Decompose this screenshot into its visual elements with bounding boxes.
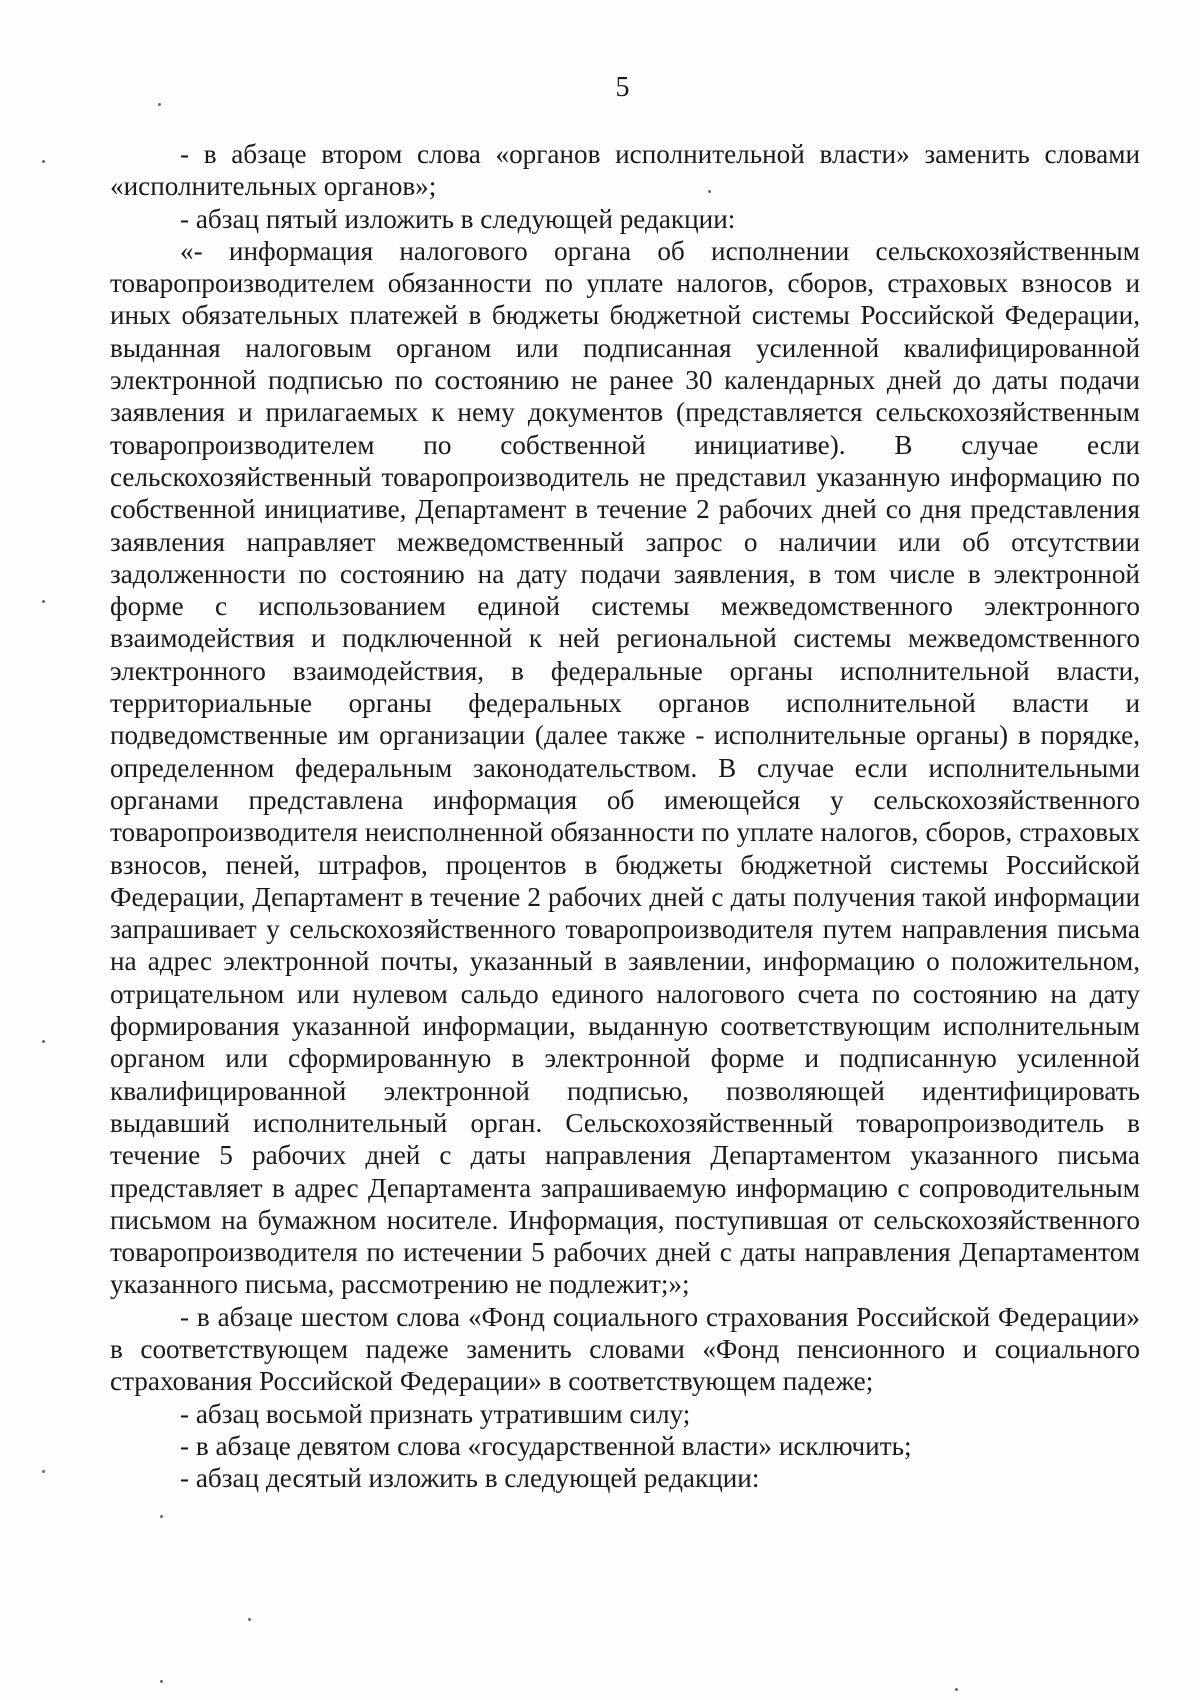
- paragraph-amend-abzac-6: - в абзаце шестом слова «Фонд социального страхования Российской Федерации» в соответствующем падеже заменить словами «Фонд пенсионного и социального страхования Российской Федерации» в соответствующем падеже;: [110, 1301, 1140, 1397]
- scan-speck: [160, 1515, 163, 1518]
- scan-speck: [42, 600, 45, 603]
- scan-speck: [42, 160, 45, 163]
- document-body: [110, 138, 1140, 1494]
- paragraph-abzac-10-intro: - абзац десятый изложить в следующей редакции:: [180, 1463, 760, 1494]
- scan-speck: [160, 1680, 163, 1683]
- scan-speck: [42, 1470, 45, 1473]
- scan-speck: [42, 1040, 45, 1043]
- paragraph-amend-abzac-2: - в абзаце втором слова «органов исполнительной власти» заменить словами «исполнительных органов»;: [110, 139, 1140, 202]
- scan-speck: [158, 103, 161, 106]
- paragraph-abzac-5-new-text: «- информация налогового органа об исполнении сельскохозяйственным товаропроизводителем обязанности по уплате налогов, сборов, страховых взносов и иных обязательных платежей в бюджеты бюджетной системы Российской Федерации, выданная налоговым органом или подписанная усиленной квалифицированной электронной подписью по состоянию не ранее 30 календарных дней до даты подачи заявления и прилагаемых к нему документов (представляется сельскохозяйственным товаропроизводителем по собственной инициативе). В случае если сельскохозяйственный товаропроизводитель не представил указанную информацию по собственной инициативе, Департамент в течение 2 рабочих дней со дня представления заявления направляет межведомственный запрос о наличии или об отсутствии задолженности по состоянию на дату подачи заявления, в том числе в электронной форме с использованием единой системы межведомственного электронного взаимодействия и подключенной к ней региональной системы межведомственного электронного взаимодействия, в федеральные органы исполнительной власти, территориальные органы федеральных органов исполнительной власти и подведомственные им организации (далее также - исполнительные органы) в порядке, определенном федеральным законодательством. В случае если исполнительными органами представлена информация об имеющейся у сельскохозяйственного товаропроизводителя неисполненной обязанности по уплате налогов, сборов, страховых взносов, пеней, штрафов, процентов в бюджеты бюджетной системы Российской Федерации, Департамент в течение 2 рабочих дней с даты получения такой информации запрашивает у сельскохозяйственного товаропроизводителя путем направления письма на адрес электронной почты, указанный в заявлении, информацию о положительном, отрицательном или нулевом сальдо единого налогового счета по состоянию на дату формирования указанной информации, выданную соответствующим исполнительным органом или сформированную в электронной форме и подписанную усиленной квалифицированной электронной подписью, позволяющей идентифицировать выдавший исполнительный орган. Сельскохозяйственный товаропроизводитель в течение 5 рабочих дней с даты направления Департаментом указанного письма представляет в адрес Департамента запрашиваемую информацию с сопроводительным письмом на бумажном носителе. Информация, поступившая от сельскохозяйственного товаропроизводителя по истечении 5 рабочих дней с даты направления Департаментом указанного письма, рассмотрению не подлежит;»;: [110, 235, 1140, 1300]
- paragraph-amend-abzac-9: - в абзаце девятом слова «государственной власти» исключить;: [180, 1430, 912, 1461]
- paragraph-abzac-8-repeal: - абзац восьмой признать утратившим силу;: [180, 1398, 691, 1429]
- scan-speck: [248, 1618, 251, 1621]
- page-number: 5: [615, 72, 630, 103]
- scan-speck: [708, 190, 711, 193]
- paragraph-abzac-5-intro: - абзац пятый изложить в следующей редакции:: [180, 203, 736, 234]
- scan-speck: [955, 1688, 958, 1691]
